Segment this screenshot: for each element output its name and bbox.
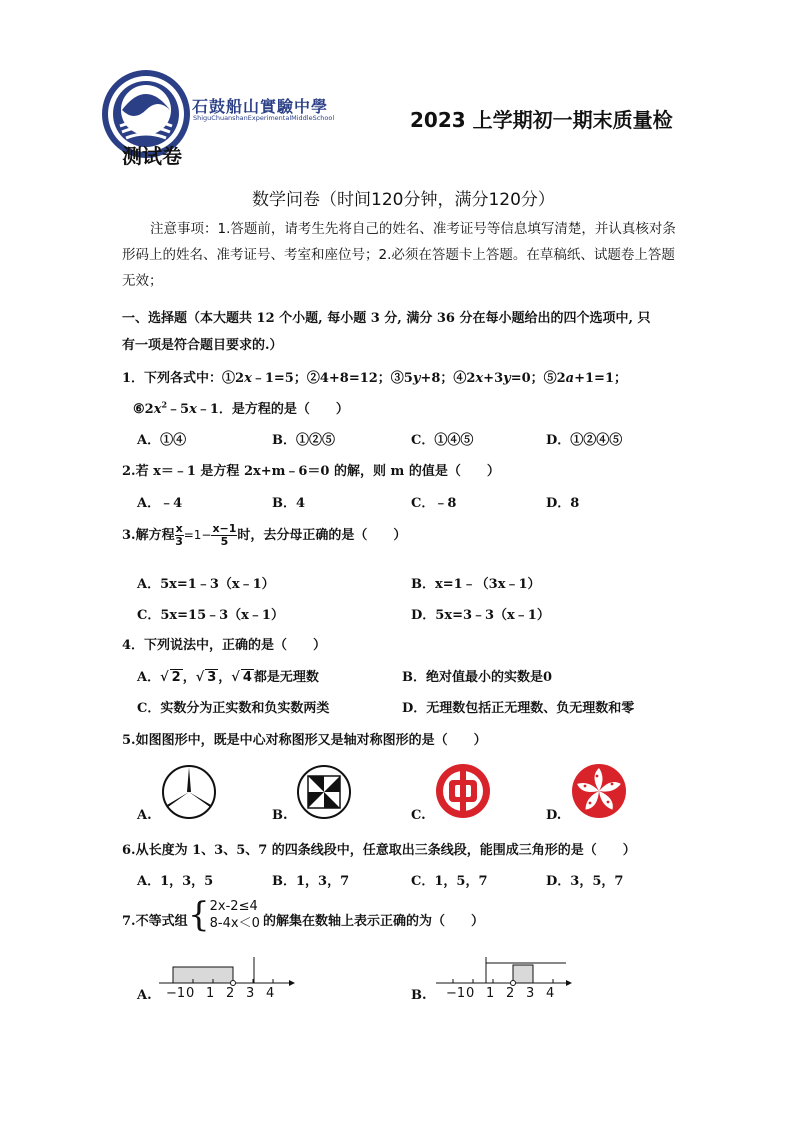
q1-option-c[interactable]: C．①④⑤ — [411, 433, 474, 448]
q4-option-c[interactable]: C．实数分为正实数和负实数两类 — [137, 701, 330, 716]
q1-stem: 1．下列各式中：①2x﹣1=5；②4+8=12；③5y+8；④2x+3y=0；⑤2a+1=1； — [122, 371, 627, 386]
q1-option-a[interactable]: A．①④ — [137, 433, 187, 448]
q5-label-c: C. — [411, 808, 426, 823]
mercedes-star-figure[interactable] — [160, 763, 218, 821]
q1-option-b[interactable]: B．①②⑤ — [272, 433, 335, 448]
q1-option-d[interactable]: D．①②④⑤ — [546, 433, 623, 448]
school-name-en: ShiguChuanshanExperimentalMiddleSchool — [193, 114, 335, 122]
notice-paragraph: 注意事项：1.答题前，请考生先将自己的姓名、准考证号等信息填写清楚，并认真核对条形码上的姓名、准考证号、考室和座位号；2.必须在答题卡上答题。在草稿纸、试题卷上答题无效； — [122, 221, 676, 289]
q1-stem-line2: $⑥2x^2﹣5x﹣1$．是方程的是（ ） — [133, 399, 349, 417]
q3-option-b[interactable]: B．x=1﹣（3x﹣1） — [411, 577, 541, 592]
q6-stem: 6.从长度为 1、3、5、7 的四条线段中，任意取出三条线段，能围成三角形的是（ ） — [122, 843, 636, 858]
fraction-x-minus-1-over-5: $\frac{x-1}{5}$ — [212, 522, 237, 548]
exam-title: 2023 上学期初一期末质量检 — [410, 108, 673, 132]
q7-stem-a: 7.不等式组 — [122, 914, 188, 929]
q3-option-c[interactable]: C．5x=15﹣3（x﹣1） — [137, 608, 284, 623]
inequality-system: { 2x-2≤4 8-4x＜0 — [188, 895, 260, 935]
q4-stem: 4．下列说法中，正确的是（ ） — [122, 638, 327, 653]
q7-label-b: B. — [411, 988, 427, 1003]
bauhinia-flower-figure[interactable] — [570, 762, 628, 820]
exam-title-continued: 测试卷 — [122, 144, 182, 168]
school-name-cn: 石鼓船山實驗中學 — [192, 97, 329, 116]
q7-stem-b: 的解集在数轴上表示正确的为（ ） — [263, 914, 485, 929]
q6-option-c[interactable]: C．1，5，7 — [411, 874, 488, 889]
q6-option-b[interactable]: B．1，3，7 — [272, 874, 350, 889]
q6-option-d[interactable]: D．3，5，7 — [546, 874, 624, 889]
section1-heading-cont: 有一项是符合题目要求的.） — [122, 338, 283, 353]
number-line-a-ticks: −10 1 2 3 4 — [166, 986, 275, 1001]
q3-stem: 3.解方程 $\frac{x}{3}$ =1− $\frac{x-1}{5}$ 时，去分母正确的是（ ） — [122, 522, 407, 548]
pinwheel-figure[interactable] — [296, 763, 352, 821]
q2-option-b[interactable]: B．4 — [272, 496, 306, 511]
section1-heading: 一、选择题（本大题共 12 个小题, 每小题 3 分, 满分 36 分在每小题给出的四个选项中, 只 — [122, 311, 651, 326]
q2-stem: 2.若 x＝﹣1 是方程 2x+m﹣6＝0 的解，则 m 的值是（ ） — [122, 464, 500, 479]
q5-stem: 5.如图图形中，既是中心对称图形又是轴对称图形的是（ ） — [122, 733, 487, 748]
q2-option-d[interactable]: D．8 — [546, 496, 580, 511]
q2-option-c[interactable]: C．﹣8 — [411, 496, 457, 511]
q7-label-a: A. — [137, 988, 152, 1003]
q3-option-a[interactable]: A．5x=1﹣3（x﹣1） — [137, 577, 275, 592]
q5-label-a: A. — [137, 808, 152, 823]
q4-option-b[interactable]: B．绝对值最小的实数是0 — [402, 670, 553, 685]
exam-subtitle: 数学问卷（时间120分钟，满分120分） — [252, 190, 555, 210]
q2-option-a[interactable]: A．﹣4 — [137, 496, 183, 511]
q4-option-d[interactable]: D．无理数包括正无理数、负无理数和零 — [402, 701, 635, 716]
bank-of-china-logo-figure[interactable] — [434, 762, 492, 820]
q3-option-d[interactable]: D．5x=3﹣3（x﹣1） — [411, 608, 550, 623]
fraction-x-over-3: $\frac{x}{3}$ — [175, 522, 183, 548]
q4-option-a[interactable]: A．√ 2 ，√ 3 ，√ 4 都是无理数 — [137, 670, 319, 685]
q5-label-b: B. — [272, 808, 288, 823]
q5-label-d: D. — [546, 808, 562, 823]
q6-option-a[interactable]: A．1，3，5 — [137, 874, 214, 889]
number-line-b-ticks: −10 1 2 3 4 — [446, 986, 555, 1001]
